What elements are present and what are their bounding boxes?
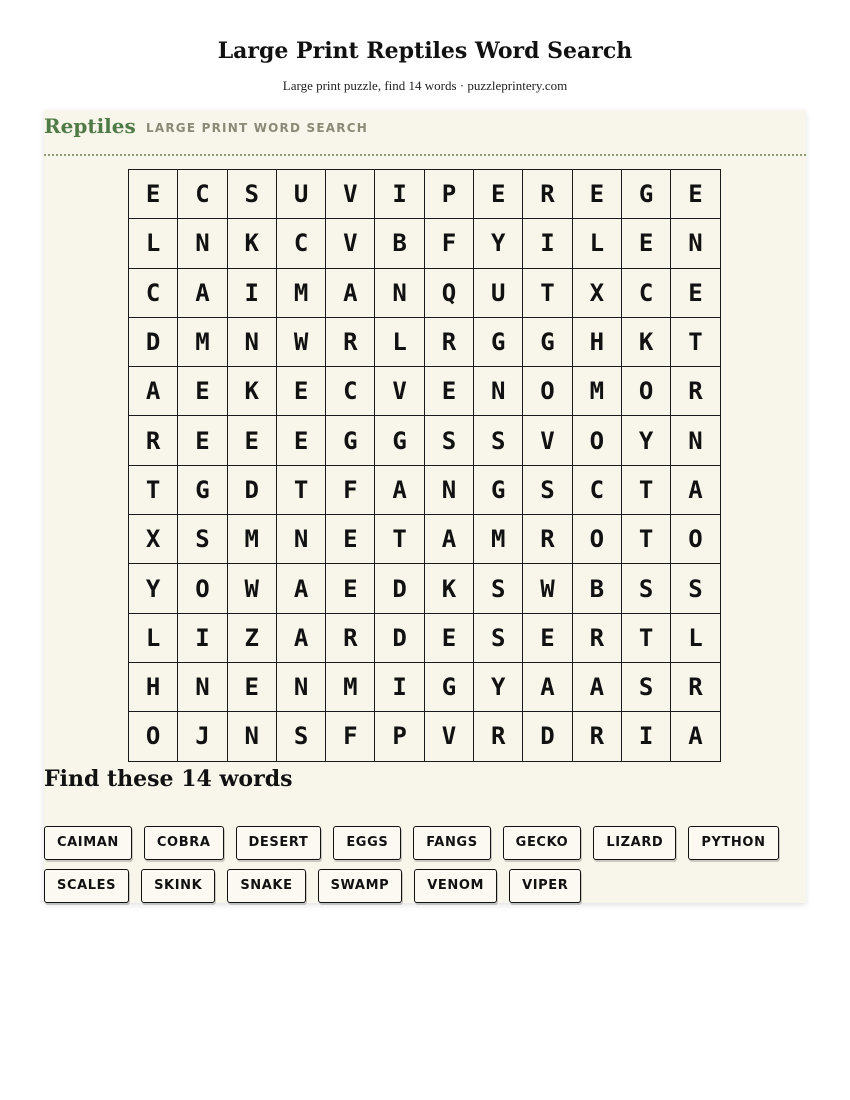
grid-cell[interactable]: E [178, 367, 227, 416]
grid-cell[interactable]: G [523, 317, 572, 366]
grid-cell[interactable]: S [474, 613, 523, 662]
grid-cell[interactable]: V [424, 712, 473, 761]
letter-grid [128, 169, 721, 762]
word-chip: PYTHON [688, 826, 778, 860]
page-title: Large Print Reptiles Word Search [217, 38, 633, 64]
grid-cell[interactable]: O [572, 416, 621, 465]
grid-cell[interactable]: A [178, 268, 227, 317]
grid-cell[interactable]: D [227, 465, 276, 514]
word-chip: SCALES [44, 869, 129, 903]
page-subtitle: Large print puzzle, find 14 words · puzzleprintery.com [282, 78, 568, 93]
grid-cell[interactable]: R [129, 416, 178, 465]
grid-cell[interactable]: E [129, 170, 178, 219]
grid-cell[interactable]: N [276, 662, 325, 711]
grid-cell[interactable]: O [572, 515, 621, 564]
grid-cell[interactable]: L [129, 613, 178, 662]
grid-cell[interactable]: V [523, 416, 572, 465]
grid-row [129, 712, 721, 761]
grid-cell[interactable]: T [621, 465, 670, 514]
grid-cell[interactable]: A [276, 613, 325, 662]
grid-cell[interactable]: E [178, 416, 227, 465]
grid-cell[interactable]: K [227, 367, 276, 416]
grid-cell[interactable]: V [326, 170, 375, 219]
grid-cell[interactable]: A [572, 662, 621, 711]
grid-cell[interactable]: I [375, 170, 424, 219]
grid-cell[interactable]: T [375, 515, 424, 564]
grid-row [129, 170, 721, 219]
grid-cell[interactable]: E [474, 170, 523, 219]
grid-row [129, 564, 721, 613]
grid-cell[interactable]: E [621, 219, 670, 268]
grid-cell[interactable]: C [129, 268, 178, 317]
grid-row [129, 662, 721, 711]
word-chip: FANGS [413, 826, 490, 860]
grid-cell[interactable]: A [523, 662, 572, 711]
grid-row [129, 613, 721, 662]
grid-cell[interactable]: E [424, 613, 473, 662]
grid-cell[interactable]: W [227, 564, 276, 613]
grid-cell[interactable]: M [227, 515, 276, 564]
grid-cell[interactable]: G [621, 170, 670, 219]
word-chip: VIPER [509, 869, 581, 903]
grid-cell[interactable]: T [621, 515, 670, 564]
grid-cell[interactable]: R [523, 170, 572, 219]
grid-cell[interactable]: E [523, 613, 572, 662]
grid-row [129, 219, 721, 268]
grid-cell[interactable]: H [572, 317, 621, 366]
grid-cell[interactable]: N [178, 219, 227, 268]
grid-cell[interactable]: W [276, 317, 325, 366]
grid-cell[interactable]: I [375, 662, 424, 711]
grid-row [129, 317, 721, 366]
sheet-header [44, 110, 806, 156]
grid-cell[interactable]: G [474, 465, 523, 514]
grid-cell[interactable]: U [276, 170, 325, 219]
grid-cell[interactable]: A [326, 268, 375, 317]
puzzle-sheet [44, 110, 806, 903]
grid-cell[interactable]: L [375, 317, 424, 366]
word-list [44, 826, 806, 903]
grid-cell[interactable]: N [178, 662, 227, 711]
grid-cell[interactable]: G [178, 465, 227, 514]
grid-cell[interactable]: N [671, 219, 720, 268]
words-heading: Find these 14 words [44, 766, 293, 792]
grid-cell[interactable]: H [129, 662, 178, 711]
grid-cell[interactable]: J [178, 712, 227, 761]
grid-cell[interactable]: S [621, 564, 670, 613]
grid-cell[interactable]: F [424, 219, 473, 268]
grid-cell[interactable]: O [523, 367, 572, 416]
grid-cell[interactable]: D [375, 613, 424, 662]
grid-cell[interactable]: I [227, 268, 276, 317]
grid-cell[interactable]: X [572, 268, 621, 317]
grid-cell[interactable]: A [276, 564, 325, 613]
grid-cell[interactable]: T [276, 465, 325, 514]
grid-cell[interactable]: S [424, 416, 473, 465]
word-chip: GECKO [503, 826, 582, 860]
grid-cell[interactable]: Y [474, 662, 523, 711]
grid-cell[interactable]: R [671, 662, 720, 711]
word-chip: LIZARD [593, 826, 676, 860]
grid-cell[interactable]: O [621, 367, 670, 416]
grid-cell[interactable]: E [671, 268, 720, 317]
grid-cell[interactable]: S [474, 564, 523, 613]
grid-cell[interactable]: V [375, 367, 424, 416]
grid-cell[interactable]: S [671, 564, 720, 613]
grid-cell[interactable]: L [572, 219, 621, 268]
grid-row [129, 465, 721, 514]
grid-cell[interactable]: E [227, 416, 276, 465]
grid-cell[interactable]: G [326, 416, 375, 465]
grid-cell[interactable]: F [326, 465, 375, 514]
grid-cell[interactable]: M [326, 662, 375, 711]
grid-cell[interactable]: T [621, 613, 670, 662]
word-chip: EGGS [333, 826, 401, 860]
grid-cell[interactable]: D [375, 564, 424, 613]
grid-cell[interactable]: G [474, 317, 523, 366]
grid-cell[interactable]: C [572, 465, 621, 514]
grid-cell[interactable]: R [474, 712, 523, 761]
word-chip: SNAKE [227, 869, 305, 903]
grid-cell[interactable]: F [326, 712, 375, 761]
grid-cell[interactable]: K [424, 564, 473, 613]
grid-cell[interactable]: O [671, 515, 720, 564]
grid-cell[interactable]: S [523, 465, 572, 514]
grid-cell[interactable]: Q [424, 268, 473, 317]
grid-cell[interactable]: R [671, 367, 720, 416]
grid-cell[interactable]: S [227, 170, 276, 219]
grid-cell[interactable]: X [129, 515, 178, 564]
grid-cell[interactable]: C [276, 219, 325, 268]
grid-cell[interactable]: K [621, 317, 670, 366]
grid-cell[interactable]: E [276, 416, 325, 465]
grid-cell[interactable]: A [424, 515, 473, 564]
grid-cell[interactable]: N [474, 367, 523, 416]
word-chip: DESERT [236, 826, 322, 860]
grid-cell[interactable]: E [424, 367, 473, 416]
grid-cell[interactable]: R [572, 712, 621, 761]
grid-cell[interactable]: M [276, 268, 325, 317]
grid-cell[interactable]: G [424, 662, 473, 711]
grid-cell[interactable]: E [227, 662, 276, 711]
grid-cell[interactable]: L [671, 613, 720, 662]
grid-cell[interactable]: N [375, 268, 424, 317]
word-chip: COBRA [144, 826, 224, 860]
grid-cell[interactable]: R [326, 613, 375, 662]
grid-cell[interactable]: O [129, 712, 178, 761]
grid-cell[interactable]: T [671, 317, 720, 366]
grid-cell[interactable]: R [523, 515, 572, 564]
grid-row [129, 416, 721, 465]
grid-cell[interactable]: E [326, 564, 375, 613]
grid-cell[interactable]: E [572, 170, 621, 219]
grid-cell[interactable]: S [474, 416, 523, 465]
grid-cell[interactable]: D [523, 712, 572, 761]
grid-cell[interactable]: I [178, 613, 227, 662]
grid-cell[interactable]: N [227, 712, 276, 761]
sheet-kicker: LARGE PRINT WORD SEARCH [146, 121, 368, 135]
grid-cell[interactable]: Y [129, 564, 178, 613]
grid-cell[interactable]: K [227, 219, 276, 268]
word-chip: SWAMP [318, 869, 403, 903]
grid-cell[interactable]: A [671, 712, 720, 761]
grid-cell[interactable]: G [375, 416, 424, 465]
grid-cell[interactable]: B [572, 564, 621, 613]
grid-cell[interactable]: E [276, 367, 325, 416]
grid-cell[interactable]: B [375, 219, 424, 268]
grid-cell[interactable]: E [671, 170, 720, 219]
grid-cell[interactable]: A [671, 465, 720, 514]
grid-cell[interactable]: U [474, 268, 523, 317]
grid-cell[interactable]: T [129, 465, 178, 514]
grid-cell[interactable]: C [326, 367, 375, 416]
grid-cell[interactable]: C [621, 268, 670, 317]
grid-cell[interactable]: S [621, 662, 670, 711]
grid-cell[interactable]: S [178, 515, 227, 564]
grid-cell[interactable]: T [523, 268, 572, 317]
grid-cell[interactable]: M [474, 515, 523, 564]
sheet-title: Reptiles [44, 114, 136, 138]
grid-cell[interactable]: R [326, 317, 375, 366]
grid-cell[interactable]: W [523, 564, 572, 613]
word-chip: SKINK [141, 869, 215, 903]
grid-cell[interactable]: Y [621, 416, 670, 465]
grid-cell[interactable]: Y [474, 219, 523, 268]
grid-cell[interactable]: A [129, 367, 178, 416]
grid-row [129, 367, 721, 416]
grid-cell[interactable]: E [326, 515, 375, 564]
grid-cell[interactable]: N [276, 515, 325, 564]
grid-cell[interactable]: C [178, 170, 227, 219]
grid-cell[interactable]: V [326, 219, 375, 268]
grid-cell[interactable]: I [523, 219, 572, 268]
word-chip: VENOM [414, 869, 497, 903]
grid-cell[interactable]: M [178, 317, 227, 366]
grid-cell[interactable]: O [178, 564, 227, 613]
grid-cell[interactable]: L [129, 219, 178, 268]
grid-cell[interactable]: P [424, 170, 473, 219]
grid-cell[interactable]: A [375, 465, 424, 514]
grid-row [129, 515, 721, 564]
grid-cell[interactable]: M [572, 367, 621, 416]
grid-cell[interactable]: N [424, 465, 473, 514]
grid-cell[interactable]: D [129, 317, 178, 366]
grid-cell[interactable]: N [671, 416, 720, 465]
grid-cell[interactable]: P [375, 712, 424, 761]
grid-cell[interactable]: I [621, 712, 670, 761]
grid-cell[interactable]: S [276, 712, 325, 761]
word-chip: CAIMAN [44, 826, 132, 860]
grid-cell[interactable]: R [424, 317, 473, 366]
grid-cell[interactable]: R [572, 613, 621, 662]
grid-cell[interactable]: Z [227, 613, 276, 662]
grid-row [129, 268, 721, 317]
grid-cell[interactable]: N [227, 317, 276, 366]
